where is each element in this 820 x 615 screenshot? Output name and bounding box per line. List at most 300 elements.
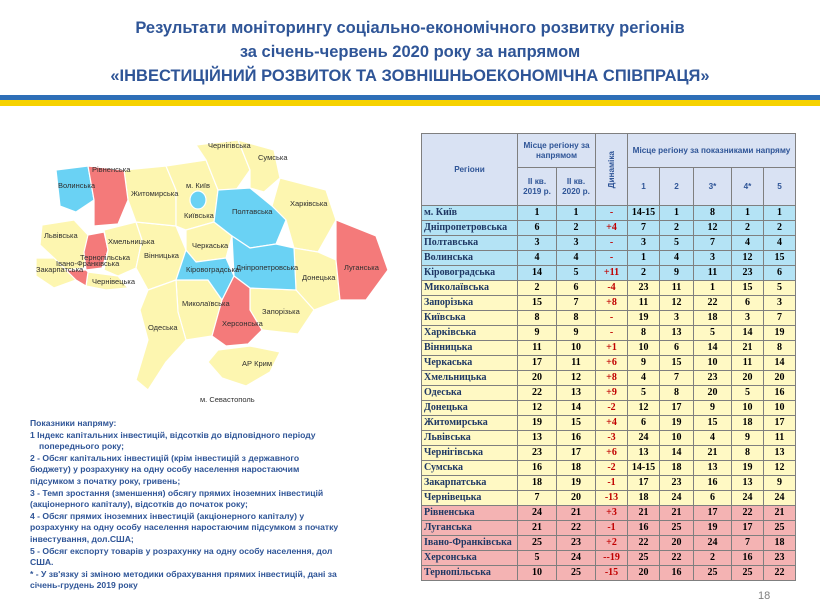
legend-line: розрахунку на одну особу населення наростаючим підсумком з початку [30,522,339,533]
indicator-4-cell: 16 [732,551,764,566]
table-row [422,476,796,491]
indicator-1-cell: 14-15 [628,461,660,476]
indicator-5-cell: 25 [764,521,796,536]
place-2019-cell: 7 [518,491,557,506]
indicator-1-cell: 24 [628,431,660,446]
flag-stripe-yellow [0,100,820,106]
place-2019-cell: 14 [518,266,557,281]
indicator-3-cell: 14 [694,341,732,356]
table-row [422,311,796,326]
place-2019-cell: 3 [518,236,557,251]
indicator-4-cell: 15 [732,281,764,296]
place-2020-cell: 5 [557,266,596,281]
region-cell: Житомирська [422,416,518,431]
table-row [422,281,796,296]
indicator-2-cell: 25 [660,521,694,536]
indicator-1-cell: 20 [628,566,660,581]
place-2020-cell: 21 [557,506,596,521]
place-2019-cell: 4 [518,251,557,266]
indicator-2-cell: 19 [660,416,694,431]
regions-ranking-table [421,133,796,581]
place-2020-cell: 19 [557,476,596,491]
indicator-3-cell: 4 [694,431,732,446]
header-regions: Регіони [422,134,518,206]
table-body [422,206,796,581]
region-cell: Харківська [422,326,518,341]
table-row [422,326,796,341]
place-2020-cell: 16 [557,431,596,446]
dynamics-cell: - [596,206,628,221]
indicator-1-cell: 4 [628,371,660,386]
region-shape-rivnenska [88,166,128,226]
indicator-4-cell: 21 [732,341,764,356]
indicator-1-cell: 2 [628,266,660,281]
indicator-2-cell: 13 [660,326,694,341]
legend-line: підсумком з початку року, гривень; [30,475,181,486]
indicator-2-cell: 7 [660,371,694,386]
title-line-3: «ІНВЕСТИЦІЙНИЙ РОЗВИТОК ТА ЗОВНІШНЬОЕКОНОМІЧНА СПІВПРАЦЯ» [110,67,710,85]
indicator-2-cell: 9 [660,266,694,281]
region-cell: Донецька [422,401,518,416]
title-line-1: Результати моніторингу соціально-економічного розвитку регіонів [135,19,685,37]
indicator-5-cell: 5 [764,281,796,296]
indicator-2-cell: 17 [660,401,694,416]
place-2019-cell: 21 [518,521,557,536]
indicator-5-cell: 11 [764,431,796,446]
region-cell: Кіровоградська [422,266,518,281]
indicator-3-cell: 19 [694,521,732,536]
place-2020-cell: 7 [557,296,596,311]
indicator-1-cell: 3 [628,236,660,251]
place-2020-cell: 10 [557,341,596,356]
place-2020-cell: 8 [557,311,596,326]
dynamics-cell: -4 [596,281,628,296]
region-cell: Полтавська [422,236,518,251]
table-row [422,566,796,581]
indicator-3-cell: 11 [694,266,732,281]
dynamics-cell: +6 [596,446,628,461]
map-label-volynska: Волинська [58,181,95,190]
place-2019-cell: 8 [518,311,557,326]
region-cell: Тернопільська [422,566,518,581]
indicator-5-cell: 17 [764,416,796,431]
legend-line: 3 - Темп зростання (зменшення) обсягу прямих іноземних інвестицій [30,487,324,498]
indicator-3-cell: 25 [694,566,732,581]
indicator-4-cell: 3 [732,311,764,326]
indicator-1-cell: 9 [628,356,660,371]
indicator-4-cell: 13 [732,476,764,491]
indicator-1-cell: 25 [628,551,660,566]
indicator-2-cell: 12 [660,296,694,311]
map-label-dnipropetrovska: Дніпропетровська [236,263,299,272]
indicator-1-cell: 22 [628,536,660,551]
indicator-2-cell: 8 [660,386,694,401]
map-label-chernihivska: Чернігівська [208,141,251,150]
indicator-5-cell: 18 [764,536,796,551]
dynamics-cell: +4 [596,221,628,236]
indicator-4-cell: 24 [732,491,764,506]
indicator-4-cell: 22 [732,506,764,521]
indicator-4-cell: 20 [732,371,764,386]
table-row [422,221,796,236]
map-label-zaporizka: Запорізька [262,307,300,316]
map-label-vinnytska: Вінницька [144,251,179,260]
legend-line: США. [30,557,54,568]
table-row [422,206,796,221]
dynamics-cell: -2 [596,401,628,416]
indicator-4-cell: 10 [732,401,764,416]
dynamics-cell: -13 [596,491,628,506]
table-row [422,416,796,431]
indicator-1-cell: 16 [628,521,660,536]
indicator-5-cell: 12 [764,461,796,476]
indicator-2-cell: 2 [660,221,694,236]
dynamics-cell: +9 [596,386,628,401]
indicator-4-cell: 9 [732,431,764,446]
indicator-1-cell: 19 [628,311,660,326]
header-place: Місце регіону за напрямом [518,134,596,168]
indicator-1-cell: 21 [628,506,660,521]
place-2019-cell: 20 [518,371,557,386]
place-2020-cell: 1 [557,206,596,221]
page-number: 18 [758,590,771,602]
place-2019-cell: 22 [518,386,557,401]
header-indicator-5: 5 [764,168,796,206]
dynamics-cell: - [596,251,628,266]
place-2020-cell: 2 [557,221,596,236]
indicator-5-cell: 22 [764,566,796,581]
table-row [422,536,796,551]
dynamics-cell: -1 [596,521,628,536]
indicator-2-cell: 23 [660,476,694,491]
indicator-2-cell: 10 [660,431,694,446]
place-2019-cell: 12 [518,401,557,416]
map-label-zhytomyrska: Житомирська [131,189,179,198]
indicator-4-cell: 23 [732,266,764,281]
region-cell: Запорізька [422,296,518,311]
table-row [422,251,796,266]
region-cell: Миколаївська [422,281,518,296]
legend-line: попереднього року; [39,441,125,452]
indicator-2-cell: 3 [660,311,694,326]
place-2020-cell: 25 [557,566,596,581]
table-row [422,461,796,476]
dynamics-cell: +8 [596,296,628,311]
region-cell: Чернігівська [422,446,518,461]
header-indicator-3: 3* [694,168,732,206]
map-label-sevastopol: м. Севастополь [200,395,255,404]
indicator-4-cell: 6 [732,296,764,311]
map-label-ivanofrankivska: Івано-Франківська [56,259,120,268]
region-cell: Івано-Франківська [422,536,518,551]
region-cell: Черкаська [422,356,518,371]
indicator-1-cell: 17 [628,476,660,491]
indicator-3-cell: 6 [694,491,732,506]
indicator-4-cell: 25 [732,566,764,581]
region-cell: Сумська [422,461,518,476]
place-2019-cell: 19 [518,416,557,431]
dynamics-cell: -15 [596,566,628,581]
indicators-legend [30,418,385,592]
indicator-3-cell: 16 [694,476,732,491]
indicator-3-cell: 3 [694,251,732,266]
place-2020-cell: 4 [557,251,596,266]
table-row [422,386,796,401]
place-2019-cell: 10 [518,566,557,581]
indicator-3-cell: 18 [694,311,732,326]
indicator-2-cell: 1 [660,206,694,221]
indicator-5-cell: 16 [764,386,796,401]
indicator-4-cell: 18 [732,416,764,431]
region-cell: Київська [422,311,518,326]
indicator-5-cell: 21 [764,506,796,521]
indicator-3-cell: 20 [694,386,732,401]
region-shape-kyiv [190,191,206,209]
dynamics-cell: -2 [596,461,628,476]
dynamics-cell: +1 [596,341,628,356]
indicator-1-cell: 5 [628,386,660,401]
indicator-5-cell: 19 [764,326,796,341]
indicator-2-cell: 18 [660,461,694,476]
indicator-3-cell: 5 [694,326,732,341]
title-line-2: за січень-червень 2020 року за напрямом [239,43,581,61]
map-label-poltavska: Полтавська [232,207,273,216]
indicator-3-cell: 21 [694,446,732,461]
dynamics-cell: --19 [596,551,628,566]
indicator-4-cell: 17 [732,521,764,536]
region-shape-luhanska [336,220,388,300]
header-dynamics [596,134,628,206]
indicator-3-cell: 17 [694,506,732,521]
map-label-khmelnytska: Хмельницька [108,237,155,246]
dynamics-cell: +8 [596,371,628,386]
indicator-2-cell: 5 [660,236,694,251]
place-2019-cell: 11 [518,341,557,356]
place-2020-cell: 24 [557,551,596,566]
indicator-4-cell: 4 [732,236,764,251]
indicator-5-cell: 7 [764,311,796,326]
dynamics-cell: - [596,326,628,341]
header-indicator-1: 1 [628,168,660,206]
legend-line: 1 Індекс капітальних інвестицій, відсотків до відповідного періоду [30,429,316,440]
indicator-5-cell: 10 [764,401,796,416]
region-cell: Закарпатська [422,476,518,491]
indicator-3-cell: 9 [694,401,732,416]
map-label-chernivetska: Чернівецька [92,277,136,286]
legend-line: 5 - Обсяг експорту товарів у розрахунку на одну особу населення, дол [30,545,333,556]
place-2019-cell: 25 [518,536,557,551]
map-label-mykolaivska: Миколаївська [182,299,230,308]
place-2020-cell: 22 [557,521,596,536]
indicator-2-cell: 11 [660,281,694,296]
indicator-4-cell: 8 [732,446,764,461]
dynamics-cell: +2 [596,536,628,551]
ukraine-regions-map [36,140,396,410]
legend-line: 4 - Обсяг прямих іноземних інвестицій (акціонерного капіталу) у [30,510,305,521]
legend-line: інвестування, дол.США; [30,533,134,544]
indicator-4-cell: 7 [732,536,764,551]
dynamics-cell: +4 [596,416,628,431]
region-cell: Дніпропетровська [422,221,518,236]
indicator-3-cell: 10 [694,356,732,371]
dynamics-cell: - [596,311,628,326]
place-2020-cell: 9 [557,326,596,341]
map-label-sumska: Сумська [258,153,288,162]
place-2019-cell: 18 [518,476,557,491]
indicator-3-cell: 7 [694,236,732,251]
indicator-4-cell: 1 [732,206,764,221]
map-label-lvivska: Львівська [44,231,78,240]
dynamics-cell: +6 [596,356,628,371]
table-row [422,431,796,446]
indicator-3-cell: 12 [694,221,732,236]
table-row [422,266,796,281]
indicator-4-cell: 5 [732,386,764,401]
table-row [422,236,796,251]
place-2020-cell: 11 [557,356,596,371]
indicator-2-cell: 15 [660,356,694,371]
map-label-zakarpatska: Закарпатська [36,265,84,274]
table-row [422,446,796,461]
place-2020-cell: 23 [557,536,596,551]
indicator-5-cell: 6 [764,266,796,281]
header-indicator-2: 2 [660,168,694,206]
table-row [422,371,796,386]
indicator-2-cell: 6 [660,341,694,356]
header-indicators: Місце регіону за показниками напряму [628,134,796,168]
place-2020-cell: 12 [557,371,596,386]
place-2020-cell: 17 [557,446,596,461]
indicator-5-cell: 14 [764,356,796,371]
indicator-5-cell: 3 [764,296,796,311]
indicator-4-cell: 2 [732,221,764,236]
header-indicator-4: 4* [732,168,764,206]
table-row [422,401,796,416]
map-label-cherkaska: Черкаська [192,241,229,250]
region-cell: Одеська [422,386,518,401]
header-q2020: ІІ кв. 2020 р. [557,168,596,206]
place-2020-cell: 6 [557,281,596,296]
indicator-5-cell: 13 [764,446,796,461]
indicator-5-cell: 4 [764,236,796,251]
header-dynamics-text: Динаміка [606,150,616,189]
place-2019-cell: 9 [518,326,557,341]
map-label-donetska: Донецька [302,273,336,282]
region-cell: Рівненська [422,506,518,521]
map-label-rivnenska: Рівненська [92,165,131,174]
region-cell: Волинська [422,251,518,266]
map-label-luhanska: Луганська [344,263,379,272]
map-label-kirovohradska: Кіровоградська [186,265,240,274]
table-row [422,341,796,356]
indicator-3-cell: 13 [694,461,732,476]
indicator-4-cell: 12 [732,251,764,266]
dynamics-cell: -1 [596,476,628,491]
indicator-5-cell: 20 [764,371,796,386]
indicator-5-cell: 2 [764,221,796,236]
place-2019-cell: 1 [518,206,557,221]
place-2019-cell: 17 [518,356,557,371]
table-row [422,491,796,506]
indicator-3-cell: 15 [694,416,732,431]
dynamics-cell: +3 [596,506,628,521]
legend-line: * - У зв'язку зі зміною методики обрахування прямих інвестицій, дані за [30,568,337,579]
region-cell: Херсонська [422,551,518,566]
map-label-kyivska: Київська [184,211,214,220]
place-2020-cell: 14 [557,401,596,416]
indicator-2-cell: 21 [660,506,694,521]
table-row [422,521,796,536]
place-2019-cell: 5 [518,551,557,566]
indicator-1-cell: 6 [628,416,660,431]
region-cell: Чернівецька [422,491,518,506]
indicator-2-cell: 22 [660,551,694,566]
place-2019-cell: 6 [518,221,557,236]
indicator-1-cell: 1 [628,251,660,266]
table-row [422,296,796,311]
indicator-3-cell: 8 [694,206,732,221]
region-cell: Львівська [422,431,518,446]
place-2019-cell: 23 [518,446,557,461]
indicator-1-cell: 12 [628,401,660,416]
legend-lines [30,430,385,592]
indicator-1-cell: 23 [628,281,660,296]
indicator-1-cell: 7 [628,221,660,236]
place-2020-cell: 20 [557,491,596,506]
indicator-2-cell: 20 [660,536,694,551]
indicator-5-cell: 24 [764,491,796,506]
indicator-3-cell: 24 [694,536,732,551]
indicator-2-cell: 16 [660,566,694,581]
indicator-3-cell: 1 [694,281,732,296]
map-label-kharkivska: Харківська [290,199,328,208]
indicator-3-cell: 23 [694,371,732,386]
indicator-2-cell: 4 [660,251,694,266]
indicator-3-cell: 22 [694,296,732,311]
indicator-1-cell: 10 [628,341,660,356]
indicator-5-cell: 15 [764,251,796,266]
indicator-2-cell: 14 [660,446,694,461]
table-row [422,551,796,566]
indicator-5-cell: 9 [764,476,796,491]
indicator-5-cell: 8 [764,341,796,356]
map-label-odeska: Одеська [148,323,178,332]
place-2020-cell: 13 [557,386,596,401]
table-row [422,356,796,371]
indicator-1-cell: 18 [628,491,660,506]
place-2020-cell: 15 [557,416,596,431]
indicator-5-cell: 23 [764,551,796,566]
place-2020-cell: 3 [557,236,596,251]
indicator-4-cell: 11 [732,356,764,371]
map-label-kyiv: м. Київ [186,181,210,190]
legend-line: 2 - Обсяг капітальних інвестицій (крім інвестицій з державного [30,452,300,463]
place-2019-cell: 13 [518,431,557,446]
map-label-krym: АР Крим [242,359,272,368]
region-cell: Луганська [422,521,518,536]
legend-title: Показники напряму: [30,418,117,428]
dynamics-cell: - [596,236,628,251]
indicator-3-cell: 2 [694,551,732,566]
indicator-2-cell: 24 [660,491,694,506]
legend-line: січень-грудень 2019 року [30,580,138,591]
region-cell: м. Київ [422,206,518,221]
header-q2019: ІІ кв. 2019 р. [518,168,557,206]
indicator-1-cell: 14-15 [628,206,660,221]
place-2020-cell: 18 [557,461,596,476]
indicator-1-cell: 13 [628,446,660,461]
region-cell: Хмельницька [422,371,518,386]
